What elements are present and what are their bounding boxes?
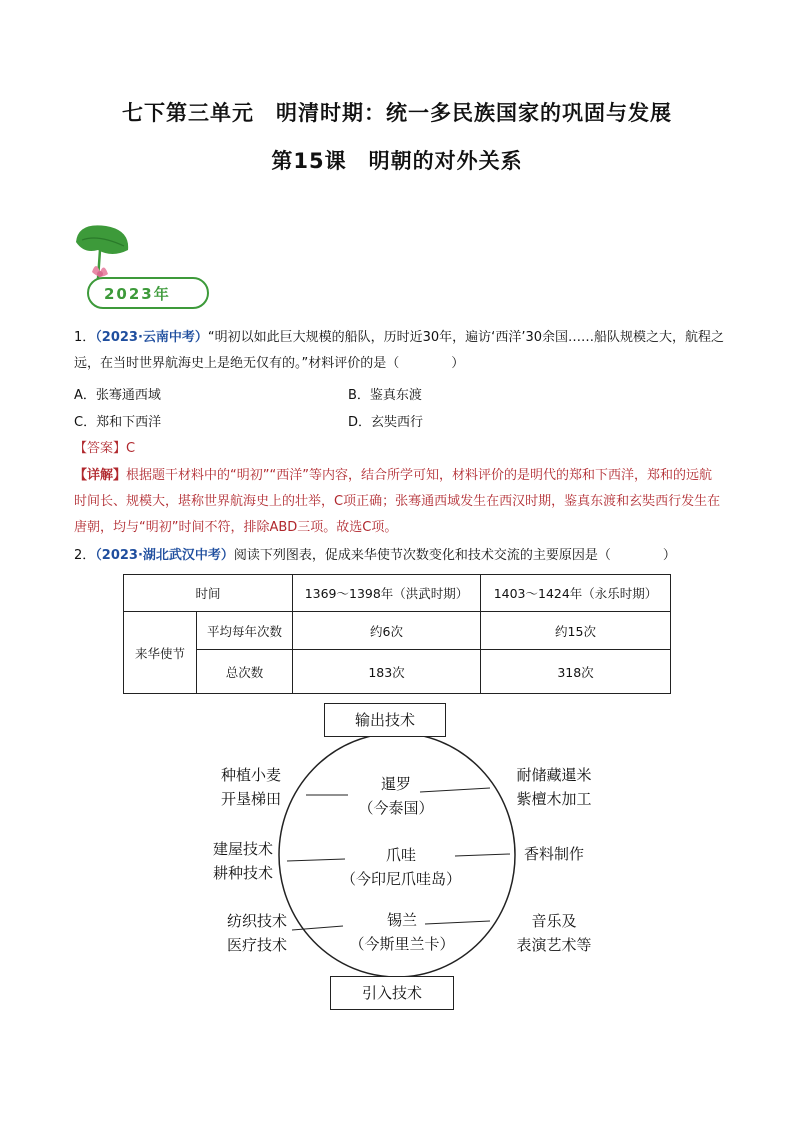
- tech-item: 开垦梯田: [220, 790, 281, 808]
- tech-item: 医疗技术: [226, 936, 287, 954]
- explain-tag: 【详解】: [74, 468, 127, 483]
- tech-item: 耐储藏暹米: [516, 766, 592, 784]
- table-row-group: 来华使节: [124, 612, 197, 694]
- answer-value: C: [126, 441, 136, 456]
- tech-item: 建屋技术: [212, 840, 273, 858]
- table-cell: 318次: [481, 650, 671, 694]
- table-cell: 183次: [293, 650, 481, 694]
- table-header-hongwu: 1369～1398年（洪武时期）: [293, 575, 481, 612]
- question-stem: “明初以如此巨大规模的船队，历时近30年，遍访‘西洋’30余国……船队规模之大，航程之远，在当时世界航海史上是绝无仅有的。”材料评价的是（ ）: [74, 330, 724, 371]
- right-tech-1: [498, 763, 610, 811]
- tech-item: 纺织技术: [226, 912, 287, 930]
- question-source: （2023·云南中考）: [95, 330, 208, 345]
- country-java: [326, 843, 476, 891]
- option-b: B．鉴真东渡: [348, 388, 422, 403]
- year-badge: 2023年: [104, 285, 171, 303]
- answer-tag: 【答案】: [74, 441, 127, 456]
- left-tech-2: [198, 837, 288, 885]
- country-modern-name: （今泰国）: [358, 799, 434, 817]
- country-modern-name: （今印尼爪哇岛）: [340, 870, 461, 888]
- country-modern-name: （今斯里兰卡）: [349, 935, 455, 953]
- table-cell: 约6次: [293, 612, 481, 650]
- country-name: 锡兰: [386, 911, 417, 929]
- lesson-title: 第15课 明朝的对外关系: [271, 149, 523, 173]
- country-ceylon: [332, 908, 472, 956]
- import-tech-box: 引入技术: [330, 976, 454, 1010]
- country-name: 爪哇: [385, 846, 416, 864]
- right-tech-3: [498, 909, 610, 957]
- table-cell: 约15次: [481, 612, 671, 650]
- left-tech-1: [206, 763, 296, 811]
- question-number: 2．: [74, 548, 96, 563]
- question-number: 1．: [74, 330, 96, 345]
- table-header-time: 时间: [124, 575, 293, 612]
- page-title: 七下第三单元 明清时期：统一多民族国家的巩固与发展: [122, 101, 672, 125]
- question-source: （2023·湖北武汉中考）: [95, 548, 234, 563]
- option-c: C．郑和下西洋: [74, 415, 162, 430]
- question-stem: 阅读下列图表，促成来华使节次数变化和技术交流的主要原因是（ ）: [233, 548, 676, 563]
- export-tech-box: 输出技术: [324, 703, 446, 737]
- country-siam: [336, 772, 456, 820]
- explain-text: 根据题干材料中的“明初”“西洋”等内容，结合所学可知，材料评价的是明代的郑和下西洋，郑和的远航时间长、规模大，堪称世界航海史上的壮举，C项正确；张骞通西域发生在西汉时期，鉴真东渡和玄奘西行发生在唐朝，均与“明初”时间不符，排除ABD三项。故选C项。: [74, 468, 721, 535]
- tech-item: 紫檀木加工: [516, 790, 592, 808]
- left-tech-3: [212, 909, 302, 957]
- table-header-yongle: 1403～1424年（永乐时期）: [481, 575, 671, 612]
- option-d: D．玄奘西行: [348, 415, 424, 430]
- tech-item: 香料制作: [523, 845, 584, 863]
- tech-item: 耕种技术: [212, 864, 273, 882]
- table-row-label: 平均每年次数: [197, 612, 293, 650]
- tech-item: 种植小麦: [220, 766, 281, 784]
- option-a: A．张骞通西域: [74, 388, 161, 403]
- tech-item: 音乐及: [531, 912, 577, 930]
- right-tech-2: [508, 842, 600, 866]
- table-row-label: 总次数: [197, 650, 293, 694]
- country-name: 暹罗: [380, 775, 411, 793]
- tech-item: 表演艺术等: [516, 936, 592, 954]
